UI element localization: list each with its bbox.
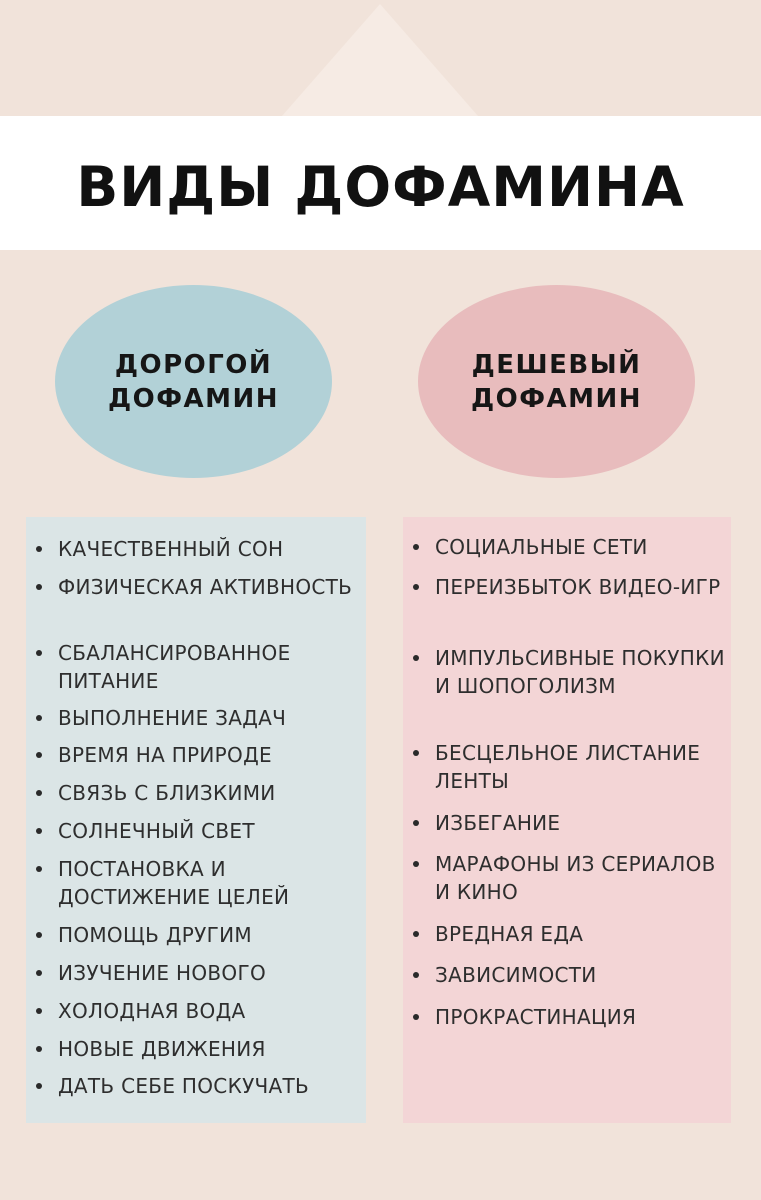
expensive-dopamine-oval xyxy=(55,285,332,478)
list-item: БЕСЦЕЛЬНОЕ ЛИСТАНИЕ ЛЕНТЫ xyxy=(403,739,725,795)
list-item: ЗАВИСИМОСТИ xyxy=(403,961,725,989)
list-item: СБАЛАНСИРОВАННОЕ ПИТАНИЕ xyxy=(26,639,358,695)
list-item: ВЫПОЛНЕНИЕ ЗАДАЧ xyxy=(26,704,358,732)
list-item: ПРОКРАСТИНАЦИЯ xyxy=(403,1003,725,1031)
list-item: ФИЗИЧЕСКАЯ АКТИВНОСТЬ xyxy=(26,573,358,601)
title-band xyxy=(0,116,761,250)
list-item: ИМПУЛЬСИВНЫЕ ПОКУПКИ И ШОПОГОЛИЗМ xyxy=(403,644,725,700)
list-item: СОЛНЕЧНЫЙ СВЕТ xyxy=(26,817,358,845)
list-item: ИЗУЧЕНИЕ НОВОГО xyxy=(26,959,358,987)
bullet-icon xyxy=(36,650,42,656)
list-item: ПОСТАНОВКА И ДОСТИЖЕНИЕ ЦЕЛЕЙ xyxy=(26,855,358,911)
bullet-icon xyxy=(36,752,42,758)
page-title: ВИДЫ ДОФАМИНА xyxy=(76,155,685,219)
bullet-icon xyxy=(36,932,42,938)
list-item: ВРЕМЯ НА ПРИРОДЕ xyxy=(26,741,358,769)
bullet-icon xyxy=(36,1046,42,1052)
bullet-icon xyxy=(413,584,419,590)
bullet-icon xyxy=(413,931,419,937)
expensive-dopamine-label: ДОРОГОЙ ДОФАМИН xyxy=(107,349,280,414)
cheap-dopamine-panel xyxy=(403,517,731,1123)
list-item: ИЗБЕГАНИЕ xyxy=(403,809,725,837)
bullet-icon xyxy=(36,584,42,590)
bullet-icon xyxy=(36,546,42,552)
list-item: ПЕРЕИЗБЫТОК ВИДЕО-ИГР xyxy=(403,573,725,601)
list-item: МАРАФОНЫ ИЗ СЕРИАЛОВ И КИНО xyxy=(403,850,725,906)
list-item: ПОМОЩЬ ДРУГИМ xyxy=(26,921,358,949)
list-item: СОЦИАЛЬНЫЕ СЕТИ xyxy=(403,533,725,561)
bullet-icon xyxy=(36,970,42,976)
decorative-triangle xyxy=(282,4,478,116)
list-item: ДАТЬ СЕБЕ ПОСКУЧАТЬ xyxy=(26,1072,358,1100)
list-item: КАЧЕСТВЕННЫЙ СОН xyxy=(26,535,358,563)
bullet-icon xyxy=(413,861,419,867)
bullet-icon xyxy=(413,972,419,978)
bullet-icon xyxy=(413,1014,419,1020)
bullet-icon xyxy=(36,790,42,796)
bullet-icon xyxy=(36,1083,42,1089)
list-item: ВРЕДНАЯ ЕДА xyxy=(403,920,725,948)
bullet-icon xyxy=(36,715,42,721)
bullet-icon xyxy=(36,828,42,834)
cheap-dopamine-oval xyxy=(418,285,695,478)
bullet-icon xyxy=(413,655,419,661)
list-item: ХОЛОДНАЯ ВОДА xyxy=(26,997,358,1025)
list-item: СВЯЗЬ С БЛИЗКИМИ xyxy=(26,779,358,807)
bullet-icon xyxy=(36,866,42,872)
expensive-dopamine-panel xyxy=(26,517,366,1123)
bullet-icon xyxy=(413,820,419,826)
cheap-dopamine-label: ДЕШЕВЫЙ ДОФАМИН xyxy=(470,349,643,414)
bullet-icon xyxy=(36,1008,42,1014)
bullet-icon xyxy=(413,750,419,756)
list-item: НОВЫЕ ДВИЖЕНИЯ xyxy=(26,1035,358,1063)
bullet-icon xyxy=(413,544,419,550)
